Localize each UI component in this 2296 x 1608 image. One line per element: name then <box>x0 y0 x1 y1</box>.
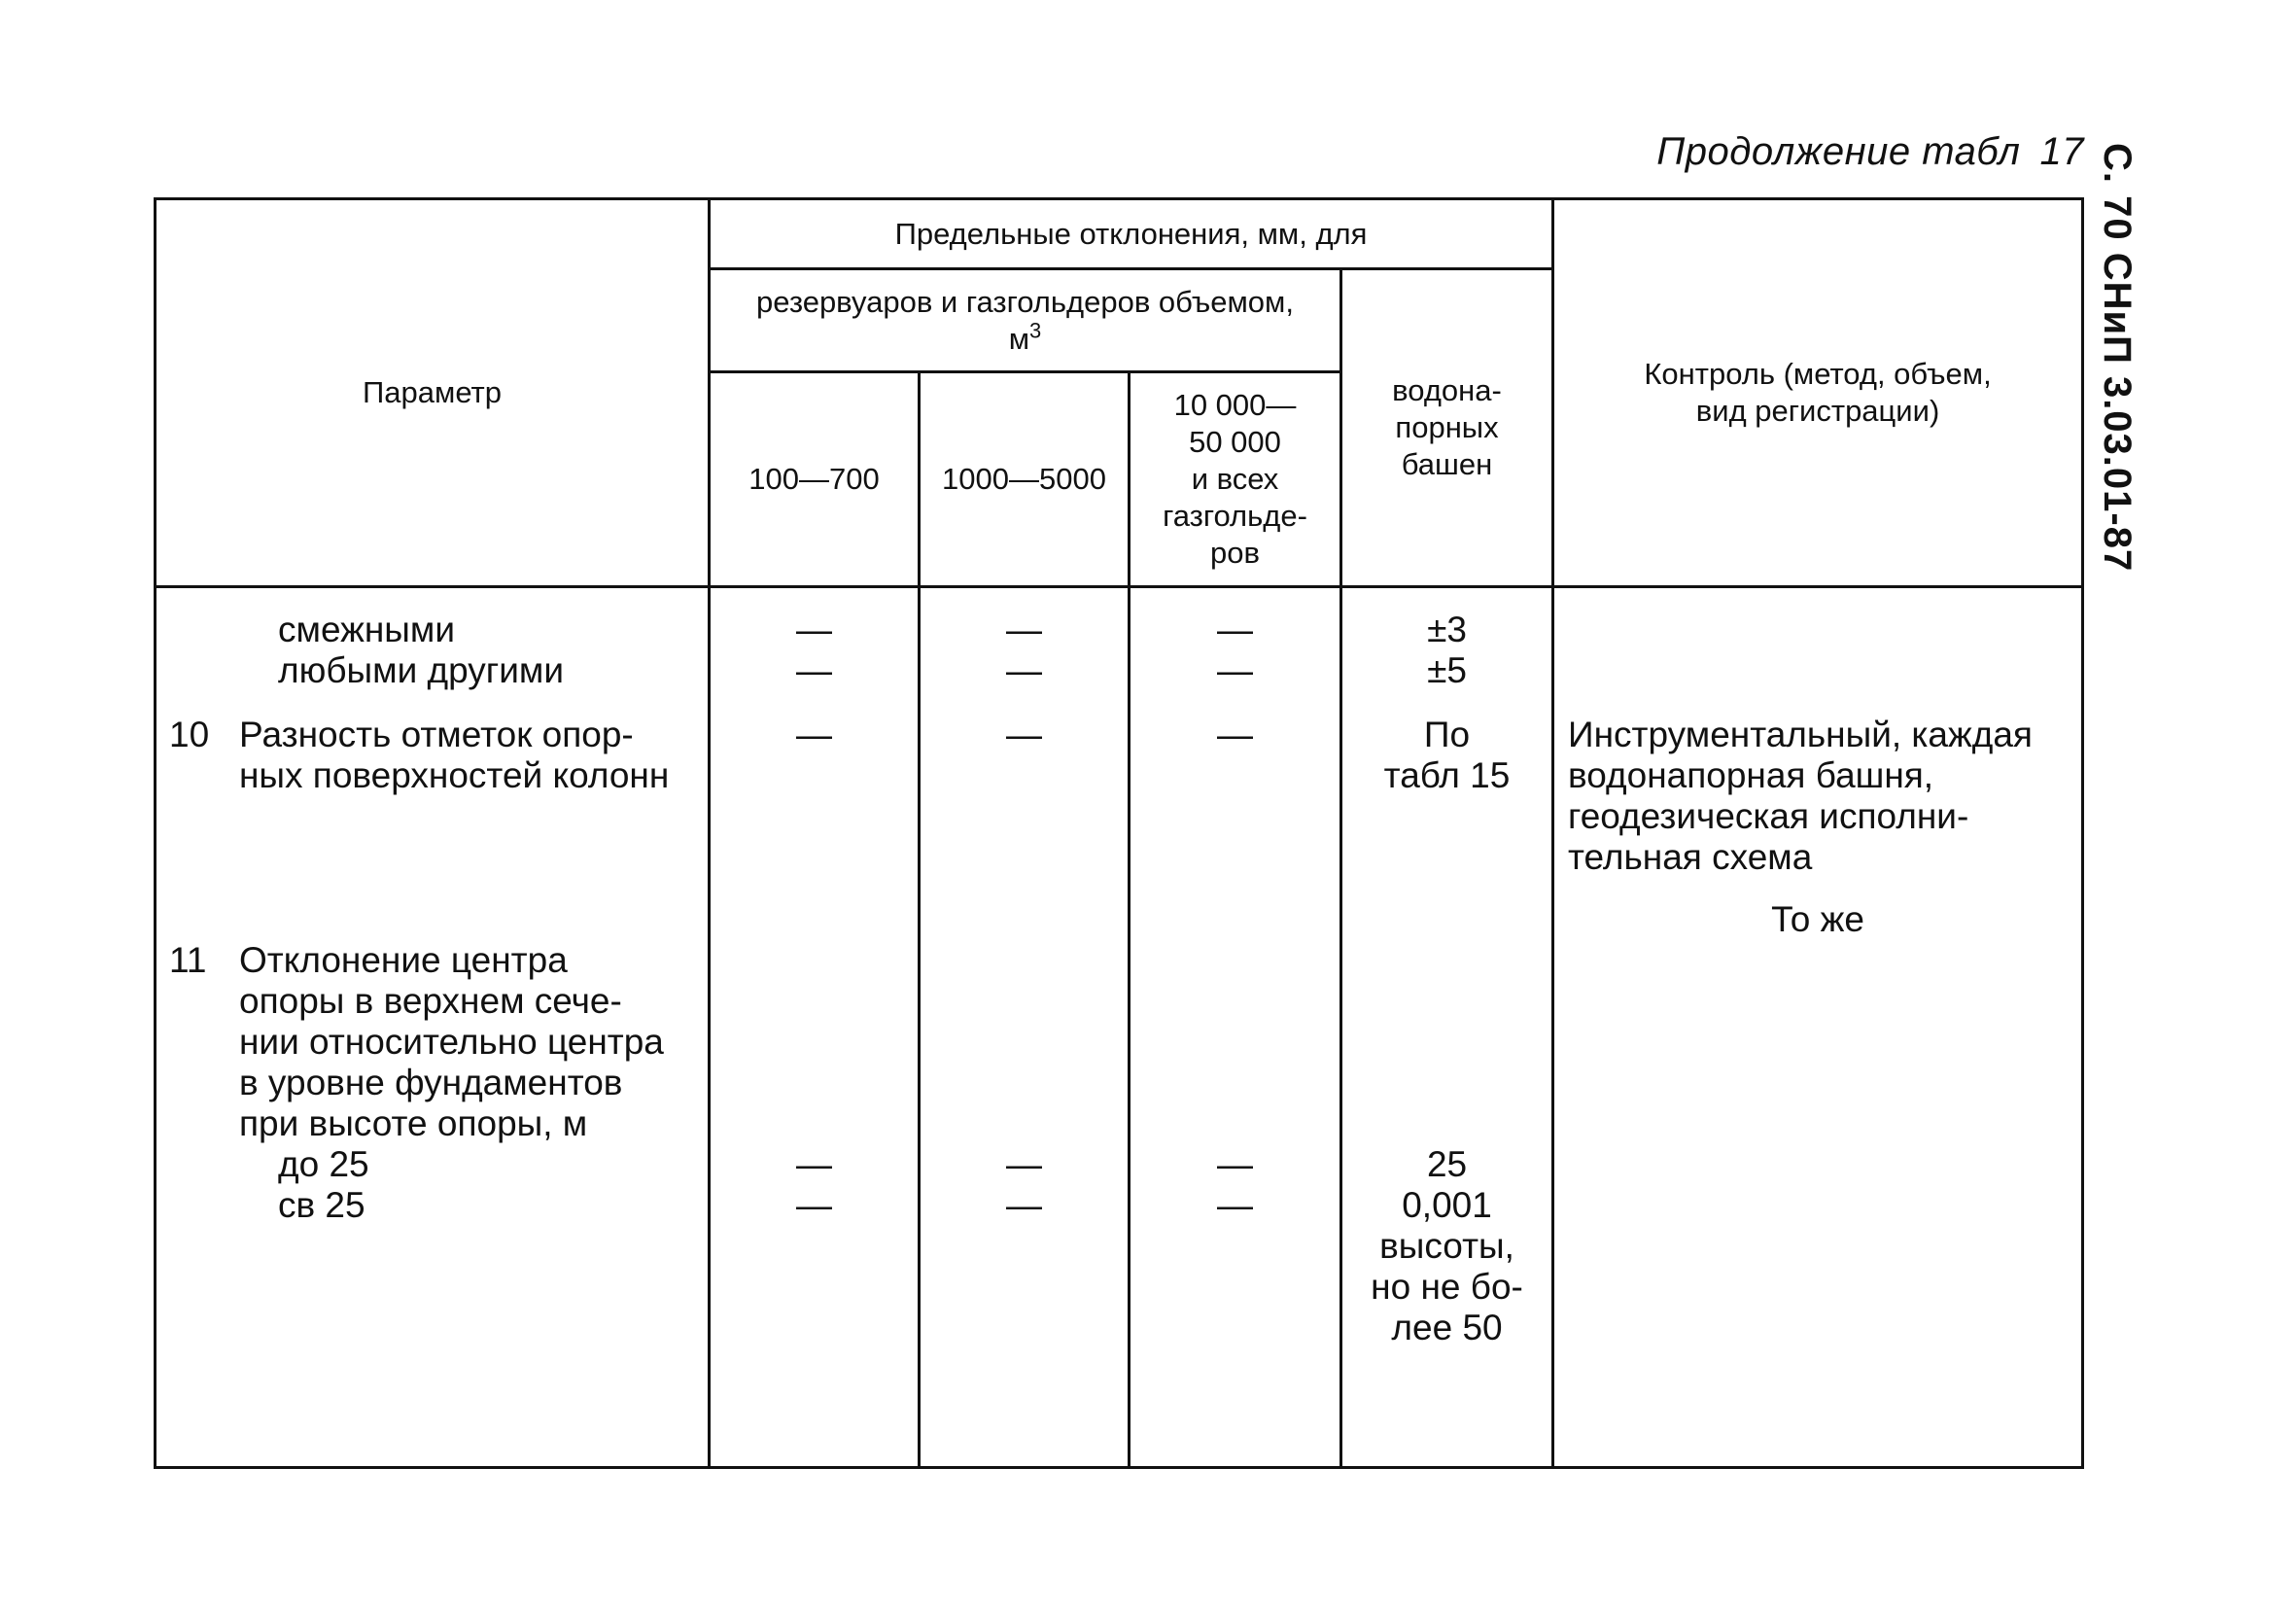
table-caption <box>1656 130 2084 174</box>
row-10-control <box>1554 715 2081 878</box>
row-10-control-line-3: геодезическая исполни- <box>1568 796 1969 836</box>
row-9-any-label: любыми другими <box>278 650 565 690</box>
row-11-label-line-2: опоры в верхнем сече- <box>239 981 622 1021</box>
row-11-upto-c2: — <box>1006 1144 1042 1184</box>
header-water-towers <box>1341 269 1553 587</box>
header-tanks-unit-sup: 3 <box>1029 318 1042 343</box>
caption-table-number: 17 <box>2039 130 2084 173</box>
row-11-upto-c3: — <box>1217 1144 1253 1184</box>
header-water-towers-line-1: водона- <box>1392 373 1502 407</box>
col-1000-5000 <box>920 587 1130 1468</box>
control-column <box>1553 587 2083 1468</box>
row-10-c3: — <box>1217 715 1253 754</box>
row-11-control: То же <box>1771 899 1864 939</box>
row-11-parameter <box>157 940 708 1144</box>
row-11-upto-label: до 25 <box>278 1144 369 1184</box>
row-9-adjacent-c2: — <box>1006 610 1042 649</box>
row-10-c2: — <box>1006 715 1042 754</box>
row-11-label-line-3: нии относительно центра <box>239 1022 664 1062</box>
row-11-over-c3: — <box>1217 1185 1253 1225</box>
header-water-towers-line-2: порных <box>1395 410 1499 444</box>
row-9-adjacent-c1: — <box>796 610 832 649</box>
row-9-any-c4: ±5 <box>1427 650 1467 690</box>
caption-label: Продолжение табл <box>1656 130 2021 173</box>
row-9-any-c2: — <box>1006 650 1042 690</box>
header-control <box>1553 199 2083 587</box>
header-col-10000-line-2: 50 000 <box>1189 425 1281 459</box>
row-11-label-line-5: при высоте опоры, м <box>239 1103 588 1143</box>
header-control-line-1: Контроль (метод, объем, <box>1644 357 1992 391</box>
row-10-number: 10 <box>169 715 210 754</box>
header-col-10000-line-5: ров <box>1210 536 1260 570</box>
row-10-label-line-2: ных поверхностей колонн <box>239 755 670 795</box>
row-11-label-line-4: в уровне фундаментов <box>239 1063 623 1102</box>
row-10-control-line-1: Инструментальный, каждая <box>1568 715 2033 754</box>
row-10-c4-line-1: По <box>1423 715 1471 754</box>
header-col-10000-line-1: 10 000— <box>1173 388 1297 422</box>
row-11-over-c4-line-4: лее 50 <box>1391 1308 1503 1347</box>
row-9-any-c3: — <box>1217 650 1253 690</box>
header-col-10000-line-3: и всех <box>1191 462 1279 496</box>
row-11-over-c4-line-3: но не бо- <box>1371 1267 1523 1307</box>
col-water-towers <box>1341 587 1553 1468</box>
header-tanks-text: резервуаров и газгольдеров объемом, <box>756 284 1294 319</box>
row-10-control-line-4: тельная схема <box>1568 837 1813 877</box>
row-9-adjacent-label: смежными <box>278 610 455 649</box>
deviations-table <box>154 197 2084 1469</box>
row-10-c4-line-2: табл 15 <box>1383 755 1511 795</box>
row-11-over-c4-line-1: 0,001 <box>1402 1185 1492 1225</box>
row-10-c1: — <box>796 715 832 754</box>
parameter-column <box>156 587 710 1468</box>
running-head: С. 70 СНиП 3.03.01-87 <box>2096 143 2139 573</box>
row-11-over-c2: — <box>1006 1185 1042 1225</box>
row-10-control-line-2: водонапорная башня, <box>1568 755 1934 795</box>
row-11-number: 11 <box>169 940 207 980</box>
row-11-upto-c4: 25 <box>1426 1144 1468 1184</box>
col-100-700 <box>710 587 920 1468</box>
header-col-100-700: 100—700 <box>710 372 920 587</box>
row-9-adjacent-c3: — <box>1217 610 1253 649</box>
header-control-line-2: вид регистрации) <box>1695 394 1940 428</box>
header-water-towers-line-3: башен <box>1401 447 1493 481</box>
header-deviations-group: Предельные отклонения, мм, для <box>710 199 1553 269</box>
row-10-parameter <box>157 715 708 796</box>
row-10-label-line-1: Разность отметок опор- <box>239 715 634 754</box>
col-10000-50000 <box>1130 587 1341 1468</box>
header-col-10000-50000 <box>1130 372 1341 587</box>
header-col-10000-line-4: газгольде- <box>1163 499 1307 533</box>
header-parameter: Параметр <box>156 199 710 587</box>
header-tanks-unit-base: м <box>1008 321 1030 356</box>
row-11-label-line-1: Отклонение центра <box>239 940 568 980</box>
row-9-any-c1: — <box>796 650 832 690</box>
row-11-upto-c1: — <box>796 1144 832 1184</box>
header-tanks-group <box>710 269 1341 372</box>
row-11-over-c1: — <box>796 1185 832 1225</box>
row-11-over-label: св 25 <box>278 1185 365 1225</box>
row-9-adjacent-c4: ±3 <box>1427 610 1467 649</box>
header-col-1000-5000: 1000—5000 <box>920 372 1130 587</box>
header-tanks-unit <box>711 318 1339 358</box>
row-11-over-c4-line-2: высоты, <box>1379 1226 1514 1266</box>
table-body-row <box>156 587 2083 1468</box>
